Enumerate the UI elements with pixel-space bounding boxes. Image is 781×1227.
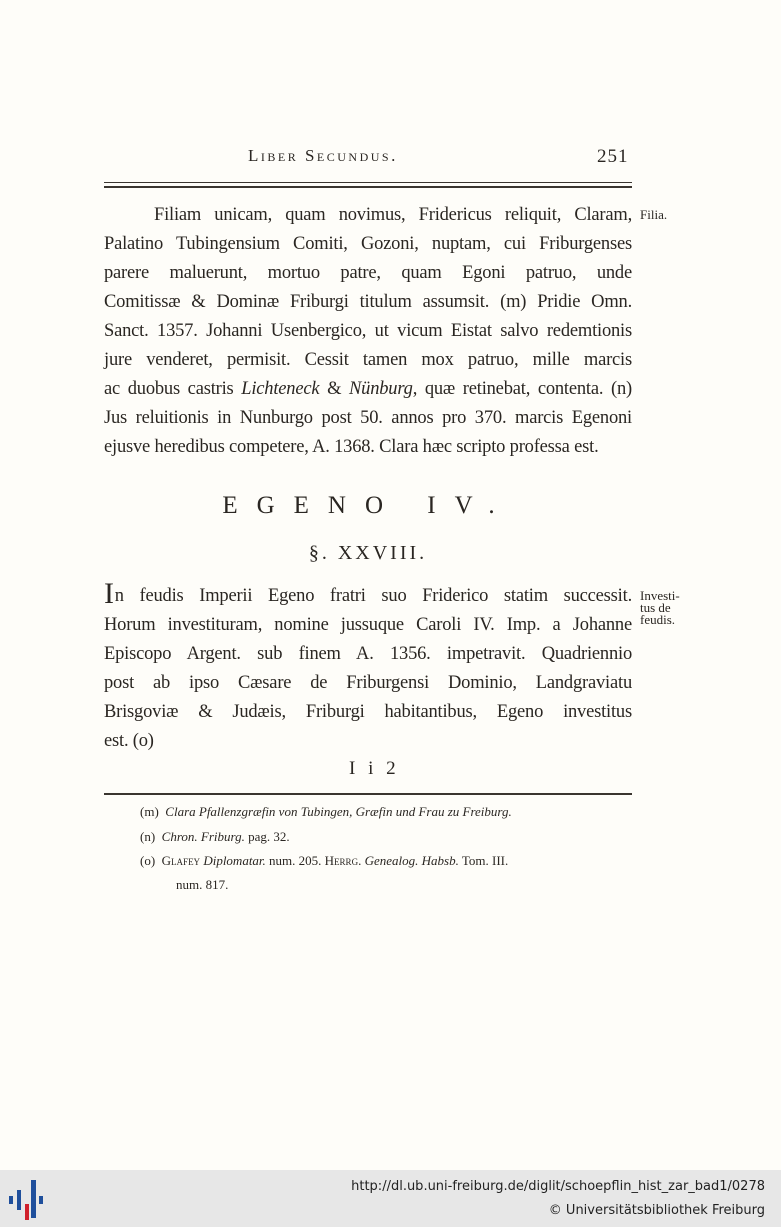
header-rule-thin: [104, 182, 632, 183]
margin-note: Filia.: [640, 207, 668, 222]
text-line: ejusve heredibus competere, A. 1368. Clara hæc scripto professa est.: [104, 437, 599, 457]
text-line: Episcopo Argent. sub finem A. 1356. impetravit. Quadriennio: [104, 644, 632, 664]
text-line: jure venderet, permisit. Cessit tamen mox patruo, mille marcis: [104, 350, 632, 370]
footnote-work: Genealog. Habsb.: [364, 853, 459, 868]
margin-note-line: tus de: [640, 600, 671, 615]
text-line: parere maluerunt, mortuo patre, quam Egoni patruo, unde: [104, 263, 632, 283]
footnote-source: Chron. Friburg.: [161, 829, 245, 844]
document-url-link[interactable]: http://dl.ub.uni-freiburg.de/diglit/schoepflin_hist_zar_bad1/0278: [351, 1179, 765, 1194]
page-number: 251: [597, 146, 629, 167]
logo-bar: [25, 1204, 29, 1220]
footnote-author: Glafey: [161, 853, 201, 868]
place-name: Lichteneck: [241, 379, 320, 399]
text-line: post ab ipso Cæsare de Friburgensi Dominio, Landgraviatu: [104, 673, 632, 693]
text-line: Comitissæ & Dominæ Friburgi titulum assumsit. (m) Pridie Omn.: [104, 292, 632, 312]
section-heading: EGENO IV.: [222, 492, 514, 519]
place-name: Nünburg: [349, 379, 413, 399]
header-rule-thick: [104, 186, 632, 188]
text-line: Palatino Tubingensium Comiti, Gozoni, nuptam, cui Friburgenses: [104, 234, 632, 254]
text-line: Horum investituram, nomine jussuque Caroli IV. Imp. a Johanne: [104, 615, 632, 635]
footnote-mark: (o): [140, 853, 156, 868]
ub-freiburg-logo-icon[interactable]: [9, 1178, 49, 1220]
footnote-text: pag. 32.: [244, 829, 290, 844]
footnote-mark: (m): [140, 804, 159, 819]
running-head: Liber Secundus.: [248, 146, 398, 165]
footnote-author: Herrg.: [324, 853, 362, 868]
footnote-mark: (n): [140, 829, 156, 844]
footnote-o-continuation: num. 817.: [176, 877, 229, 892]
footnote-text: num. 205.: [265, 853, 325, 868]
margin-note: [640, 590, 680, 626]
text-line: Filiam unicam, quam novimus, Fridericus reliquit, Claram,: [154, 205, 632, 225]
text-line: est. (o): [104, 731, 154, 751]
logo-bar: [9, 1196, 13, 1204]
footnote-text: Clara Pfallenzgræfin von Tubingen, Græfin und Frau zu Freiburg.: [165, 804, 512, 819]
text-line: Jus reluitionis in Nunburgo post 50. annos pro 370. marcis Egenoni: [104, 408, 632, 428]
footnote-rule: [104, 793, 632, 795]
footnote-o: [140, 852, 508, 870]
signature-mark: I i 2: [349, 758, 400, 779]
logo-bar: [17, 1190, 21, 1210]
copyright-notice: © Universitätsbibliothek Freiburg: [548, 1203, 765, 1218]
logo-bar: [39, 1196, 43, 1204]
drop-cap: I: [104, 577, 114, 610]
footnote-text: Tom. III.: [458, 853, 509, 868]
text-line: [104, 377, 632, 401]
viewer-footer-bar: [0, 1170, 781, 1227]
logo-bar: [31, 1180, 36, 1218]
footnote-n: [140, 828, 290, 846]
text-line: Brisgoviæ & Judæis, Friburgi habitantibus, Egeno investitus: [104, 702, 632, 722]
footnote-work: Diplomatar.: [203, 853, 266, 868]
text-line: Sanct. 1357. Johanni Usenbergico, ut vicum Eistat salvo redemtionis: [104, 321, 632, 341]
text-run: , quæ retinebat, contenta. (n): [412, 379, 632, 399]
footnote-m: [140, 803, 512, 821]
margin-note-line: Investi-: [640, 588, 680, 603]
paragraph-heading: §. XXVIII.: [308, 542, 428, 564]
text-line: [104, 577, 632, 610]
margin-note-line: feudis.: [640, 612, 676, 627]
text-run: ac duobus castris: [104, 379, 242, 399]
text-run: &: [319, 379, 349, 399]
text-run: n feudis Imperii Egeno fratri suo Friderico statim successit.: [114, 586, 632, 606]
